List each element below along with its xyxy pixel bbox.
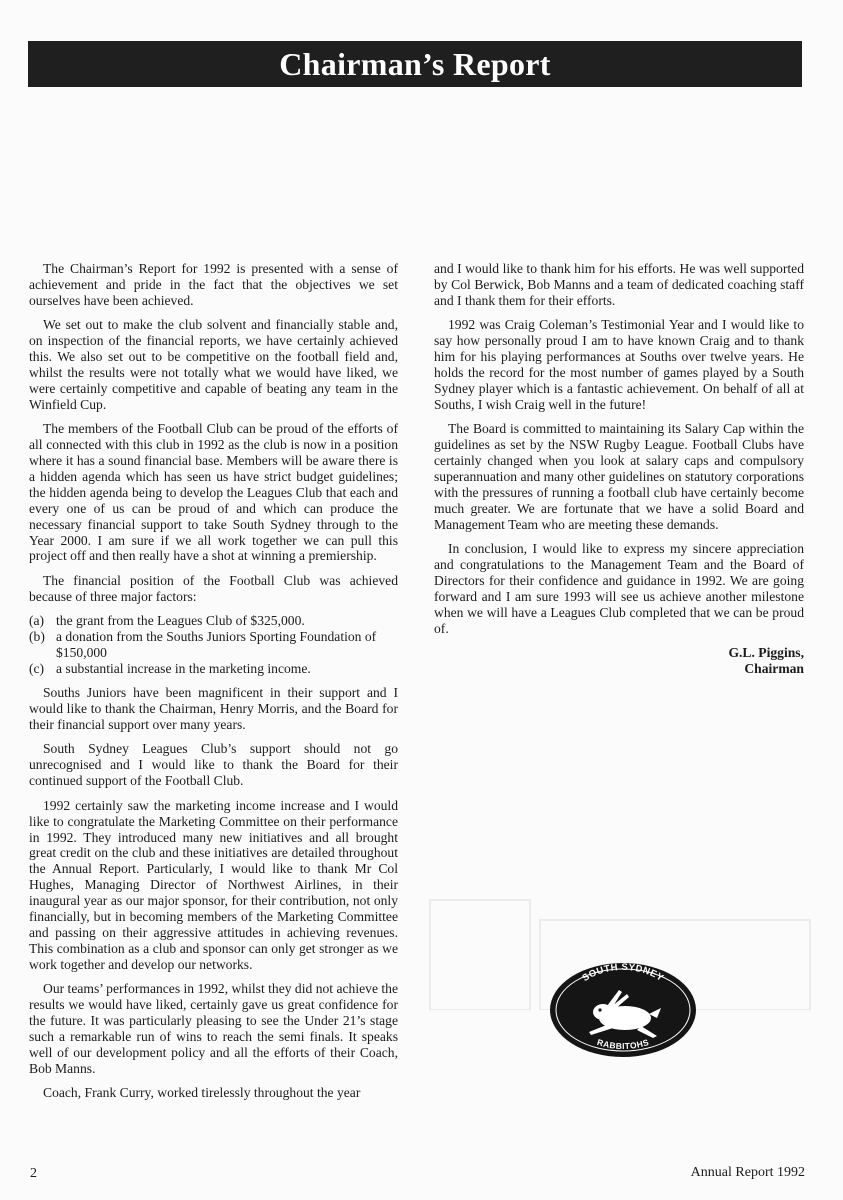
list-item-text: a donation from the Souths Juniors Sporting Foundation of $150,000 [56, 629, 377, 660]
title-banner [28, 41, 802, 87]
list-marker: (a) [29, 613, 45, 629]
paragraph: In conclusion, I would like to express my sincere appreciation and congratulations to the Management Team and the Board of Directors for their confidence and guidance in 1992. We are going forward and I am sure 1993 will see us achieve another milestone when we will have a Leagues Club completed that we can be proud of. [434, 541, 804, 636]
report-label: Annual Report 1992 [690, 1165, 805, 1180]
page-number: 2 [30, 1166, 37, 1181]
paragraph: 1992 was Craig Coleman’s Testimonial Year and I would like to say how personally proud I am to have known Craig and to thank him for his playing performances at Souths over twelve years. He holds the record for the most number of games played by a South Sydney player which is a fantastic achievement. On behalf of all at Souths, I wish Craig well in the future! [434, 317, 804, 412]
paragraph: The Chairman’s Report for 1992 is presented with a sense of achievement and pride in the fact that the objectives we set ourselves have been achieved. [29, 261, 398, 308]
logo-bottom-text: RABBITOHS [595, 1036, 651, 1052]
list-item [29, 629, 398, 661]
list-marker: (b) [29, 629, 45, 645]
left-column [29, 261, 398, 1110]
right-column [434, 261, 804, 677]
signature-name: G.L. Piggins, [728, 644, 804, 660]
list-item-text: a substantial increase in the marketing income. [56, 660, 311, 676]
list-item-text: the grant from the Leagues Club of $325,000. [56, 613, 305, 629]
factors-list [29, 613, 398, 677]
paragraph: Souths Juniors have been magnificent in their support and I would like to thank the Chairman, Henry Morris, and the Board for their financial support over many years. [29, 685, 398, 733]
paragraph: Coach, Frank Curry, worked tirelessly throughout the year [43, 1085, 361, 1101]
paragraph: 1992 certainly saw the marketing income increase and I would like to congratulate the Marketing Committee on their performance in 1992. They introduced many new initiatives and all brought great credit on the club and these initiatives are detailed throughout the Annual Report. Particularly, I would like to thank Mr Col Hughes, Managing Director of Northwest Airlines, in their inaugural year as our major sponsor, for their contribution, not only financially, but in becoming members of the Marketing Committee and passing on their aggressive attitudes in achieving revenues. This combination as a club and sponsor can only get stronger as we work together and develop our networks. [29, 797, 398, 972]
signature-title: Chairman [744, 660, 804, 676]
paragraph: Our teams’ performances in 1992, whilst they did not achieve the results we would have liked, certainly gave us great confidence for the future. It was particularly pleasing to see the Under 21’s stage such a remarkable run of wins to reach the semi finals. It speaks well of our development policy and all the efforts of their Coach, Bob Manns. [29, 981, 398, 1076]
logo-top-text: SOUTH SYDNEY [580, 962, 666, 985]
list-marker: (c) [29, 660, 45, 676]
paragraph: We set out to make the club solvent and financially stable and, on inspection of the financial reports, we have certainly achieved this. We also set out to be competitive on the football field and, whilst the results were not totally what we would have liked, we were certainly competitive and capable of beating any team in the Winfield Cup. [29, 317, 398, 412]
list-item [29, 613, 398, 629]
paragraph: and I would like to thank him for his efforts. He was well supported by Col Berwick, Bob Manns and a team of dedicated coaching staff and I thank them for their efforts. [434, 261, 804, 308]
page-title: Chairman’s Report [279, 45, 551, 82]
paragraph: The members of the Football Club can be proud of the efforts of all connected with this club in 1992 as the club is now in a position where it has a sound financial base. Members will be aware there is a hidden agenda which has seen us have strict budget guidelines; the hidden agenda being to develop the Leagues Club that each and every one of us can be proud of and which can produce the necessary financial support to take South Sydney through to the Year 2000. I am sure if we all work together we can pull this project off and then really have a shot at winning a premiership. [29, 421, 398, 564]
rabbitohs-logo [549, 962, 697, 1058]
list-item [29, 661, 398, 677]
signature-block [434, 645, 804, 677]
paragraph: The financial position of the Football Club was achieved because of three major factors: [29, 572, 398, 604]
paragraph: South Sydney Leagues Club’s support should not go unrecognised and I would like to thank the Board for their continued support of the Football Club. [29, 741, 398, 789]
paragraph: The Board is committed to maintaining its Salary Cap within the guidelines as set by the NSW Rugby League. Football Clubs have certainly changed when you look at salary caps and compulsory superannuation and many other guidelines on statutory corporations with the pressures of running a football club have certainly become much greater. We are fortunate that we have a solid Board and Management Team who are meeting these demands. [434, 421, 804, 532]
